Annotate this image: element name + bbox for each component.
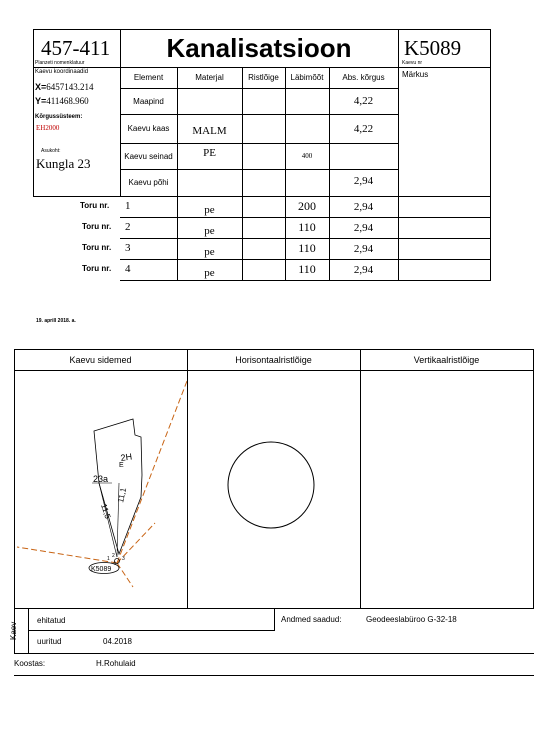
pipe-material: pe	[204, 245, 215, 258]
sheet-label: Planzeti nomenklatuur	[35, 60, 85, 66]
pipe-height: 2,94	[353, 221, 374, 234]
pipe-label: Toru nr.	[82, 243, 112, 252]
pipe-number: 2	[125, 221, 131, 233]
house-label-e: E	[119, 462, 124, 469]
row-element: Kaevu kaas	[127, 124, 170, 133]
coord-x: X=6457143.214	[35, 82, 94, 92]
address-value: Kungla 23	[36, 156, 91, 171]
author-value: H.Rohulaid	[96, 659, 136, 668]
pipe-tag: 1	[107, 556, 110, 562]
well-number: K5089	[404, 36, 462, 60]
row-height: 4,22	[353, 122, 374, 135]
house-outline	[94, 419, 142, 554]
row-height: 2,94	[353, 174, 374, 187]
pipe-number: 4	[125, 263, 131, 275]
row-material: PE	[203, 147, 216, 159]
document-date: 19. aprill 2018. a.	[36, 318, 76, 324]
panel-title-vertical: Vertikaalristlõige	[413, 355, 480, 365]
height-system-value: EH2000	[36, 124, 60, 132]
pipe-material: pe	[204, 224, 215, 237]
well-label: Kaevu nr	[402, 60, 423, 66]
row-element: Maapind	[133, 96, 164, 106]
dimension-label: 11,1	[116, 486, 129, 504]
well-tag: K5089	[91, 566, 112, 573]
pipe-tag: 3	[122, 556, 125, 562]
height-system-label: Kõrgussüsteem:	[35, 114, 83, 120]
pipe-tag: 2	[112, 553, 115, 559]
built-label: ehitatud	[37, 616, 66, 625]
pipe-material: pe	[204, 266, 215, 279]
pipe-number: 3	[125, 242, 131, 254]
pipe-number: 1	[125, 200, 131, 212]
pipe-diameter: 110	[298, 262, 316, 276]
pipe-line	[117, 563, 133, 587]
house-number: 23a	[93, 474, 109, 484]
author-label: Koostas:	[14, 659, 46, 668]
page-title: Kanalisatsioon	[166, 32, 352, 63]
coord-y: Y=411468.960	[35, 96, 89, 106]
row-element: Kaevu põhi	[128, 178, 169, 187]
panel-title-connections: Kaevu sidemed	[69, 355, 132, 365]
pipe-label: Toru nr.	[82, 264, 112, 273]
well-section-circle	[228, 442, 314, 528]
sheet-number: 457-411	[41, 36, 111, 60]
pipe-label: Toru nr.	[82, 222, 112, 231]
col-height: Abs. kõrgus	[342, 73, 385, 82]
address-label: Asukoht:	[41, 148, 61, 154]
connection-sketch	[15, 371, 187, 608]
row-diameter: 400	[301, 152, 313, 160]
house-label: 2H	[119, 451, 133, 463]
horizontal-section	[227, 436, 317, 536]
pipe-label: Toru nr.	[80, 201, 110, 210]
pipe-height: 2,94	[353, 242, 374, 255]
panel-title-horizontal: Horisontaalristlõige	[235, 355, 312, 365]
pipe-line	[17, 547, 117, 563]
coords-label: Kaevu koordinaadid	[35, 69, 89, 75]
pipe-height: 2,94	[353, 200, 374, 213]
col-section: Ristlõige	[248, 73, 279, 82]
row-height: 4,22	[353, 95, 374, 107]
pipe-diameter: 110	[298, 220, 316, 234]
pipe-material: pe	[204, 203, 215, 216]
col-material: Materjal	[195, 73, 224, 82]
col-diameter: Läbimõõt	[290, 73, 324, 82]
surveyed-value: 04.2018	[103, 637, 132, 646]
row-material: MALM	[192, 124, 227, 137]
pipe-height: 2,94	[353, 263, 374, 276]
data-source-label: Andmed saadud:	[281, 615, 342, 624]
pipe-line	[117, 381, 187, 563]
data-source-value: Geodeeslabüroo G-32-18	[366, 615, 457, 624]
pipe-tag: 4	[113, 561, 116, 567]
row-element: Kaevu seinad	[124, 151, 173, 161]
side-label: Kaev	[9, 621, 18, 640]
surveyed-label: uuritud	[37, 637, 62, 646]
pipe-diameter: 200	[298, 199, 316, 213]
pipe-diameter: 110	[298, 241, 316, 255]
remarks-label: Märkus	[402, 70, 429, 79]
col-element: Element	[133, 73, 164, 82]
dimension-label: 11,5	[99, 502, 113, 520]
